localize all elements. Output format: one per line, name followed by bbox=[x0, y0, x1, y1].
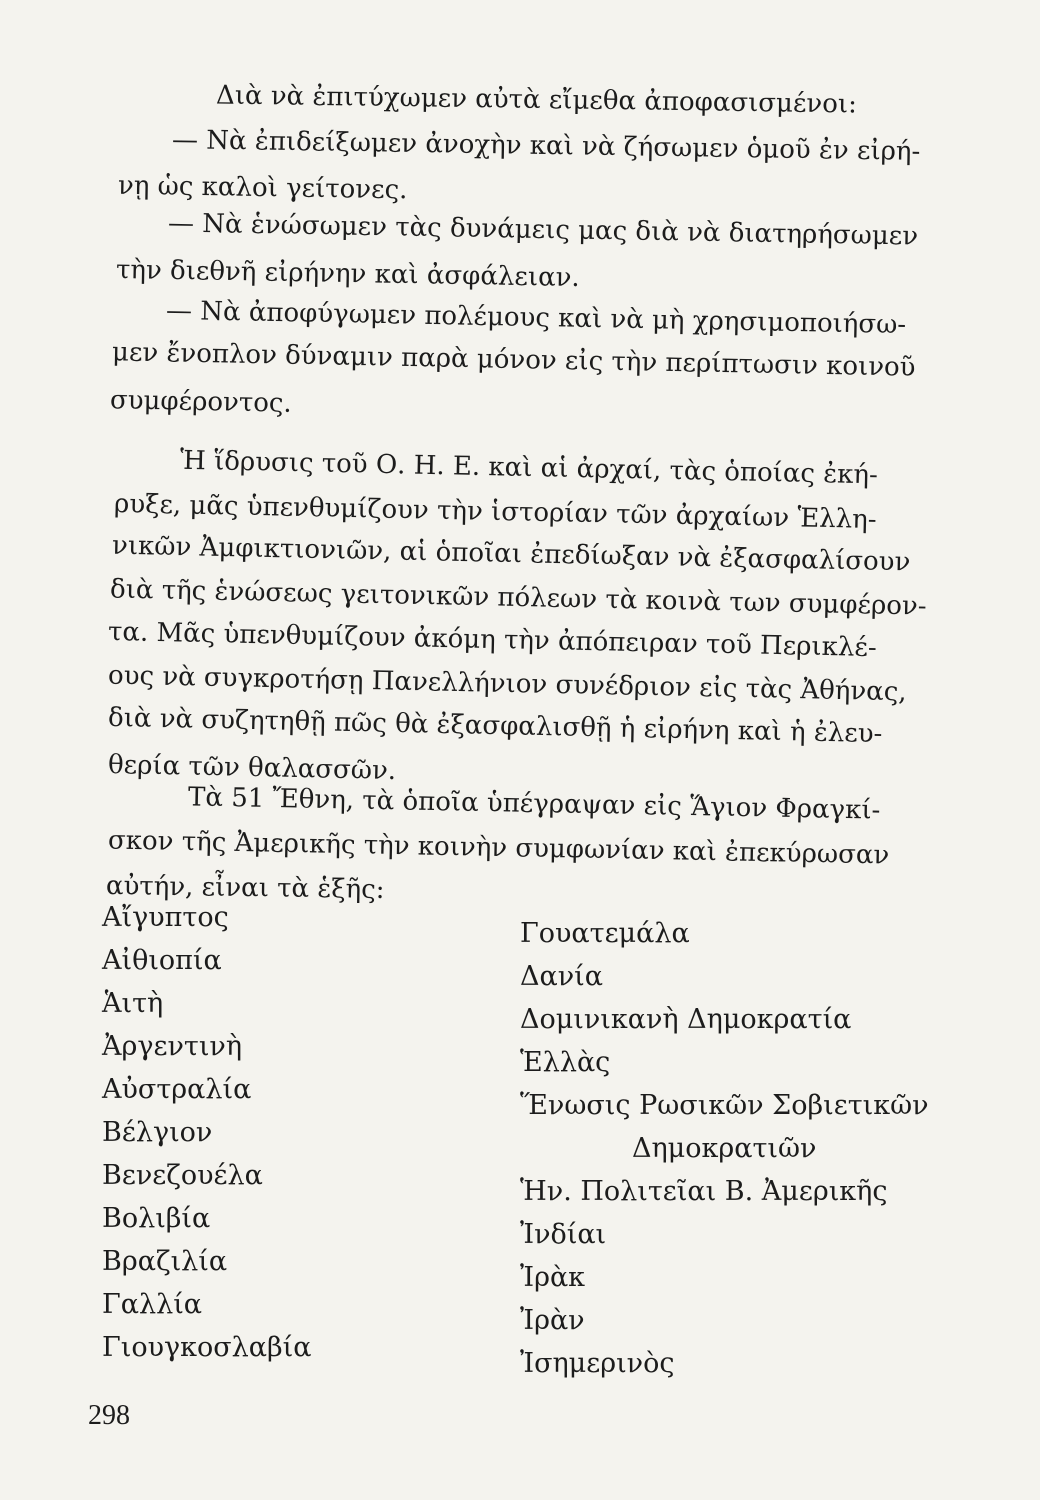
country-item: Ἁιτὴ bbox=[102, 988, 164, 1019]
page-number: 298 bbox=[88, 1400, 130, 1431]
intro-line-4: — Νὰ ἑνώσωμεν τὰς δυνάμεις μας διὰ νὰ διατηρήσωμεν bbox=[167, 208, 919, 252]
para2-line-7: διὰ νὰ συζητηθῇ πῶς θὰ ἐξασφαλισθῇ ἡ εἰρήνη καὶ ἡ ἐλευ- bbox=[107, 702, 883, 750]
country-item: Γαλλία bbox=[102, 1289, 203, 1320]
country-item: Ἕνωσις Ρωσικῶν Σοβιετικῶν bbox=[520, 1090, 929, 1121]
para2-line-5: τα. Μᾶς ὑπενθυμίζουν ἀκόμη τὴν ἀπόπειραν τοῦ Περικλέ- bbox=[107, 616, 877, 664]
intro-line-6: — Νὰ ἀποφύγωμεν πολέμους καὶ νὰ μὴ χρησιμοποιήσω- bbox=[165, 295, 907, 341]
country-item-continuation: Δημοκρατιῶν bbox=[632, 1133, 817, 1164]
para2-line-8: θερία τῶν θαλασσῶν. bbox=[107, 749, 397, 787]
country-item: Δανία bbox=[520, 961, 603, 992]
para2-line-6: ους νὰ συγκροτήσῃ Πανελλήνιον συνέδριον εἰς τὰς Ἀθήνας, bbox=[107, 660, 907, 708]
para2-line-4: διὰ τῆς ἑνώσεως γειτονικῶν πόλεων τὰ κοινὰ των συμφέρον- bbox=[109, 574, 927, 622]
para2-line-3: νικῶν Ἀμφικτιονιῶν, αἱ ὁποῖαι ἐπεδίωξαν νὰ ἐξασφαλίσουν bbox=[111, 530, 911, 578]
country-item: Γιουγκοσλαβία bbox=[102, 1332, 312, 1363]
country-item: Βενεζουέλα bbox=[102, 1160, 263, 1191]
intro-line-5: τὴν διεθνῆ εἰρήνην καὶ ἀσφάλειαν. bbox=[115, 254, 580, 294]
intro-line-8: συμφέροντος. bbox=[109, 385, 293, 419]
country-item: Βέλγιον bbox=[102, 1117, 213, 1148]
country-item: Ἀργεντινὴ bbox=[102, 1031, 243, 1062]
intro-line-7: μεν ἔνοπλον δύναμιν παρὰ μόνον εἰς τὴν περίπτωσιν κοινοῦ bbox=[111, 337, 916, 383]
country-item: Ἰρὰν bbox=[520, 1305, 585, 1336]
countries-right-column bbox=[520, 912, 1000, 1385]
country-item: Ἑλλὰς bbox=[520, 1047, 611, 1078]
intro-line-3: νῃ ὡς καλοὶ γείτονες. bbox=[117, 170, 408, 206]
country-item: Δομινικανὴ Δημοκρατία bbox=[520, 1004, 852, 1035]
country-item: Ἰρὰκ bbox=[520, 1262, 586, 1293]
country-item: Γουατεμάλα bbox=[520, 918, 690, 949]
country-item: Αὐστραλία bbox=[102, 1074, 252, 1105]
para3-line-2: σκον τῆς Ἀμερικῆς τὴν κοινὴν συμφωνίαν καὶ ἐπεκύρωσαν bbox=[107, 825, 890, 871]
intro-line-1: Διὰ νὰ ἐπιτύχωμεν αὐτὰ εἴμεθα ἀποφασισμένοι: bbox=[215, 80, 858, 120]
para3-line-3: αὐτήν, εἶναι τὰ ἑξῆς: bbox=[105, 871, 385, 905]
country-item: Αἰθιοπία bbox=[102, 945, 222, 976]
para2-line-2: ρυξε, μᾶς ὑπενθυμίζουν τὴν ἱστορίαν τῶν ἀρχαίων Ἑλλη- bbox=[113, 489, 877, 535]
country-item: Ἰνδίαι bbox=[520, 1219, 607, 1250]
country-item: Βραζιλία bbox=[102, 1246, 228, 1277]
country-item: Αἴγυπτος bbox=[102, 902, 229, 933]
countries-left-column bbox=[102, 896, 502, 1369]
intro-line-2: — Νὰ ἐπιδείξωμεν ἀνοχὴν καὶ νὰ ζήσωμεν ὁμοῦ ἐν εἰρή- bbox=[171, 125, 921, 167]
country-item: Ἡν. Πολιτεῖαι Β. Ἀμερικῆς bbox=[520, 1176, 888, 1207]
para2-line-1: Ἡ ἵδρυσις τοῦ Ο. Η. Ε. καὶ αἱ ἀρχαί, τὰς ὁποίας ἐκή- bbox=[179, 445, 879, 491]
country-item: Ἰσημερινὸς bbox=[520, 1348, 675, 1379]
para3-line-1: Τὰ 51 Ἔθνη, τὰ ὁποῖα ὑπέγραψαν εἰς Ἅγιον Φραγκί- bbox=[187, 782, 881, 826]
country-item: Βολιβία bbox=[102, 1203, 211, 1234]
